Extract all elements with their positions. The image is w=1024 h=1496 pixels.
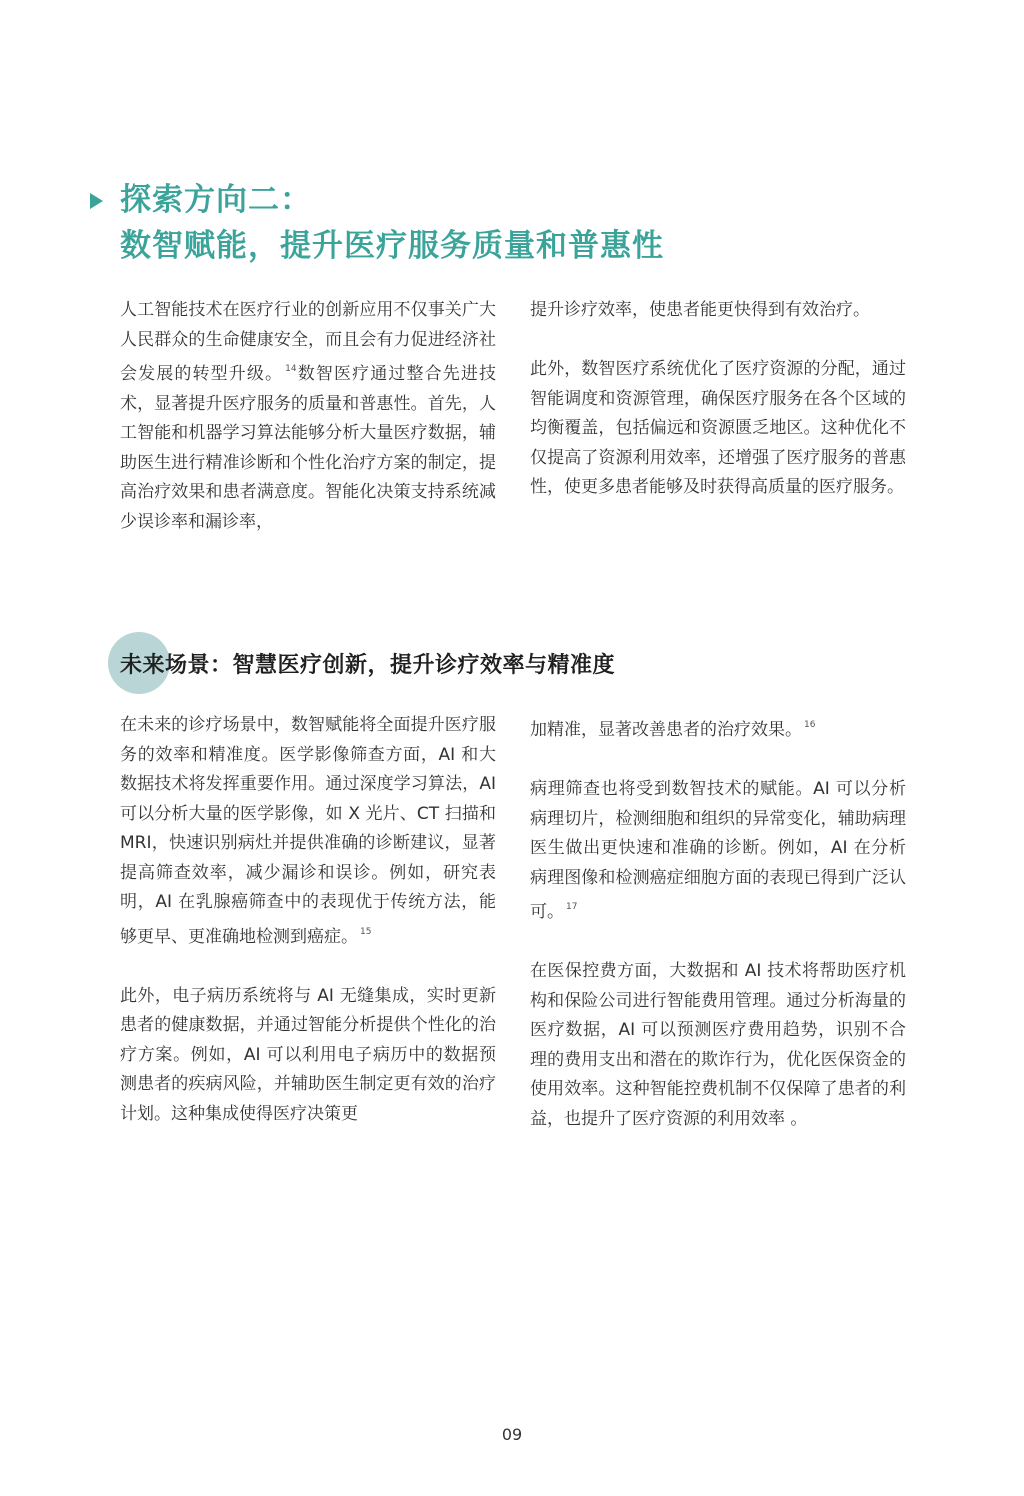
subsection-heading xyxy=(108,632,808,694)
paragraph: 加精准，显著改善患者的治疗效果。 $^{16}$ xyxy=(530,720,816,740)
paragraph: 提升诊疗效率，使患者能更快得到有效治疗。 xyxy=(530,300,870,320)
section-right-column xyxy=(530,296,906,503)
footnote-ref: 16 xyxy=(804,720,816,730)
paragraph: 此外，电子病历系统将与 AI 无缝集成，实时更新患者的健康数据，并通过智能分析提供个性化的治疗方案。例如，AI 可以利用电子病历中的数据预测患者的疾病风险，并辅助医生制定更有效的治疗计划。这种集成使得医疗决策更 xyxy=(120,985,496,1124)
paragraph: 此外，数智医疗系统优化了医疗资源的分配，通过智能调度和资源管理，确保医疗服务在各个区域的均衡覆盖，包括偏远和资源匮乏地区。这种优化不仅提高了资源利用效率，还增强了医疗服务的普惠性，使更多患者能够及时获得高质量的医疗服务。 xyxy=(530,359,906,497)
triangle-bullet-icon xyxy=(90,193,103,209)
paragraph: 在医保控费方面，大数据和 AI 技术将帮助医疗机构和保险公司进行智能费用管理。通过分析海量的医疗数据，AI 可以预测医疗费用趋势，识别不合理的费用支出和潜在的欺诈行为，优化医保资金的使用效率。这种智能控费机制不仅保障了患者的利益，也提升了医疗资源的利用效率 。 xyxy=(530,961,906,1129)
paragraph: 在未来的诊疗场景中，数智赋能将全面提升医疗服务的效率和精准度。医学影像筛查方面，AI 和大数据技术将发挥重要作用。通过深度学习算法，AI 可以分析大量的医学影像，如 X 光片、CT 扫描和 MRI，快速识别病灶并提供准确的诊断建议，显著提高筛查效率，减少漏诊和误诊。例如，研究表明，AI 在乳腺癌筛查中的表现优于传统方法，能够更早、更准确地检测到癌症。 $^{15}$ xyxy=(120,715,496,947)
section-title-line2: 数智赋能，提升医疗服务质量和普惠性 xyxy=(120,228,664,264)
subsection-right-column xyxy=(530,711,906,1134)
subsection-left-column xyxy=(120,711,496,1129)
footnote-ref: 14 xyxy=(285,364,297,374)
section-left-column xyxy=(120,296,496,537)
paragraph: 病理筛查也将受到数智技术的赋能。AI 可以分析病理切片，检测细胞和组织的异常变化，辅助病理医生做出更快速和准确的诊断。例如，AI 在分析病理图像和检测癌症细胞方面的表现已得到广泛认可。 $^{17}$ xyxy=(530,779,906,922)
section-title-line1: 探索方向二： xyxy=(120,182,312,218)
page-number: 09 xyxy=(501,1425,523,1444)
subsection-title: 未来场景：智慧医疗创新，提升诊疗效率与精准度 xyxy=(120,653,616,678)
footnote-ref: 15 xyxy=(360,926,372,937)
paragraph: 人工智能技术在医疗行业的创新应用不仅事关广大人民群众的生命健康安全，而且会有力促进经济社会发展的转型升级。 $^{14}$数智医疗通过整合先进技术，显著提升医疗服务的质量和普惠性。首先，人工智能和机器学习算法能够分析大量医疗数据，辅助医生进行精准诊断和个性化治疗方案的制定，提高治疗效果和患者满意度。智能化决策支持系统减少误诊率和漏诊率， xyxy=(120,300,497,532)
footnote-ref: 17 xyxy=(566,902,578,912)
